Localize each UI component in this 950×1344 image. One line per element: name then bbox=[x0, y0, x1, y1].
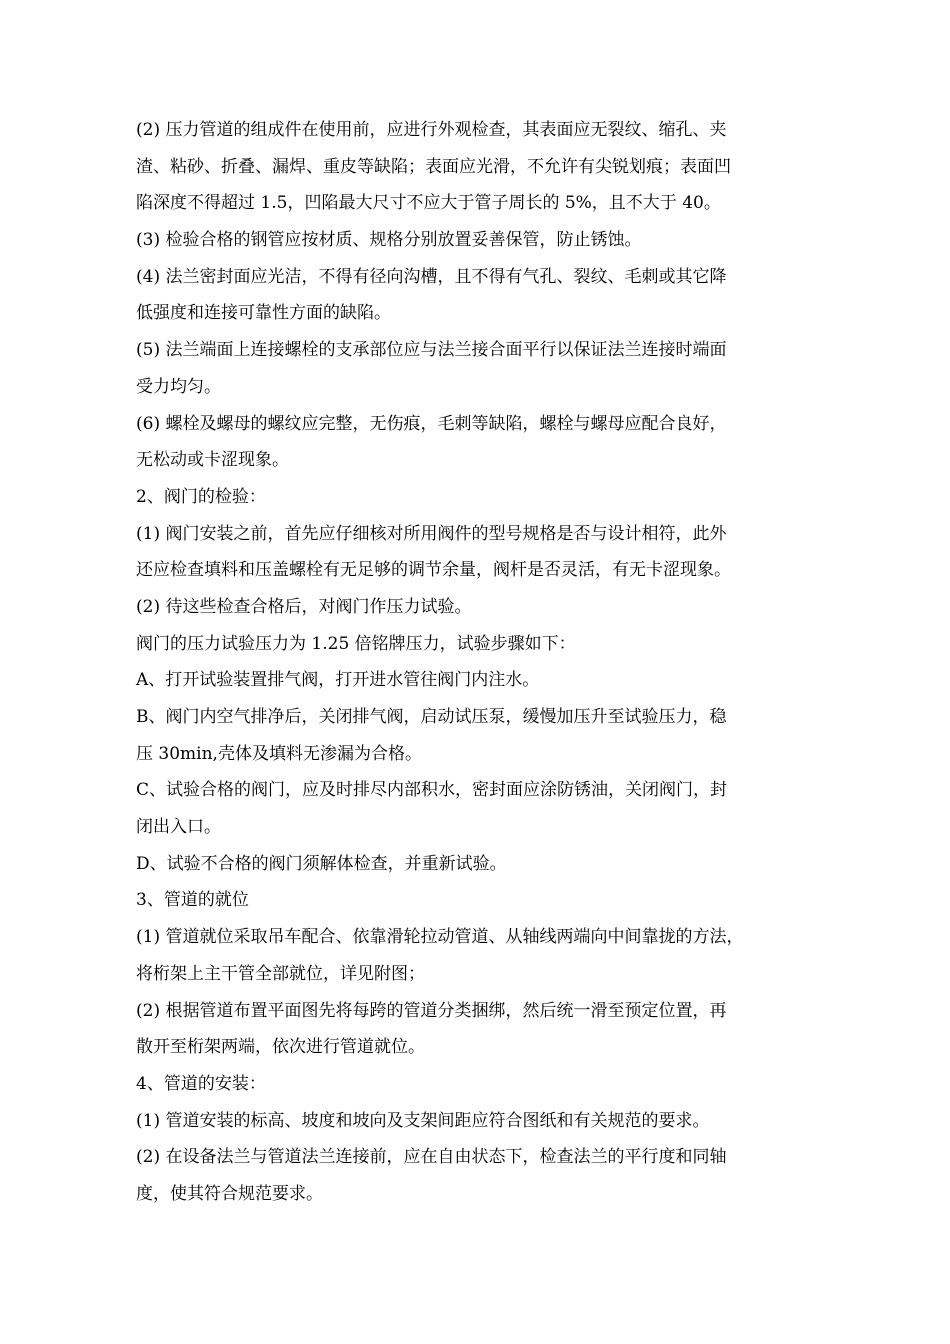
text-line: 阀门的压力试验压力为 1.25 倍铭牌压力，试验步骤如下： bbox=[136, 633, 576, 654]
text-line: (1) 管道就位采取吊车配合、依靠滑轮拉动管道、从轴线两端向中间靠拢的方法， bbox=[136, 927, 744, 948]
text-line: B、阀门内空气排净后，关闭排气阀，启动试压泵，缓慢加压升至试验压力，稳 bbox=[136, 707, 727, 727]
text-line: (3) 检验合格的钢管应按材质、规格分别放置妥善保管，防止锈蚀。 bbox=[136, 230, 642, 251]
text-line: (6) 螺栓及螺母的螺纹应完整，无伤痕，毛刺等缺陷，螺栓与螺母应配合良好， bbox=[136, 413, 727, 434]
text-line: (2) 待这些检查合格后，对阀门作压力试验。 bbox=[136, 596, 472, 617]
text-line: 散开至桁架两端，依次进行管道就位。 bbox=[136, 1037, 425, 1058]
text-line: (2) 在设备法兰与管道法兰连接前，应在自由状态下，检查法兰的平行度和同轴 bbox=[136, 1147, 727, 1168]
text-line: A、打开试验装置排气阀，打开进水管往阀门内注水。 bbox=[136, 670, 540, 691]
document-body bbox=[136, 112, 836, 1213]
text-line: (4) 法兰密封面应光洁，不得有径向沟槽，且不得有气孔、裂纹、毛刺或其它降 bbox=[136, 266, 727, 287]
text-line: 闭出入口。 bbox=[136, 817, 221, 838]
text-line: D、试验不合格的阀门须解体检查，并重新试验。 bbox=[136, 853, 507, 874]
text-line: (1) 管道安装的标高、坡度和坡向及支架间距应符合图纸和有关规范的要求。 bbox=[136, 1110, 710, 1131]
text-line: (2) 根据管道布置平面图先将每跨的管道分类捆绑，然后统一滑至预定位置，再 bbox=[136, 1000, 727, 1021]
text-line: 陷深度不得超过 1.5，凹陷最大尺寸不应大于管子周长的 5%，且不大于 40。 bbox=[136, 193, 721, 214]
text-line: 受力均匀。 bbox=[136, 376, 221, 397]
text-line: 还应检查填料和压盖螺栓有无足够的调节余量，阀杆是否灵活，有无卡涩现象。 bbox=[136, 560, 731, 581]
text-line: 无松动或卡涩现象。 bbox=[136, 450, 289, 471]
text-line: 度，使其符合规范要求。 bbox=[136, 1183, 323, 1204]
section-heading: 2、阀门的检验： bbox=[136, 486, 266, 507]
text-line: 压 30min,壳体及填料无渗漏为合格。 bbox=[136, 743, 422, 764]
text-line: 低强度和连接可靠性方面的缺陷。 bbox=[136, 303, 391, 324]
section-heading: 4、管道的安装： bbox=[136, 1073, 266, 1094]
text-line: 渣、粘砂、折叠、漏焊、重皮等缺陷；表面应光滑，不允许有尖锐划痕；表面凹 bbox=[136, 156, 731, 177]
text-line: 将桁架上主干管全部就位，详见附图； bbox=[136, 963, 425, 984]
text-line: (1) 阀门安装之前，首先应仔细核对所用阀件的型号规格是否与设计相符，此外 bbox=[136, 523, 727, 544]
text-line: (2) 压力管道的组成件在使用前，应进行外观检查，其表面应无裂纹、缩孔、夹 bbox=[136, 120, 727, 140]
text-line: (5) 法兰端面上连接螺栓的支承部位应与法兰接合面平行以保证法兰连接时端面 bbox=[136, 340, 727, 361]
text-line: C、试验合格的阀门，应及时排尽内部积水，密封面应涂防锈油，关闭阀门，封 bbox=[136, 780, 728, 801]
section-heading: 3、管道的就位 bbox=[136, 890, 249, 911]
